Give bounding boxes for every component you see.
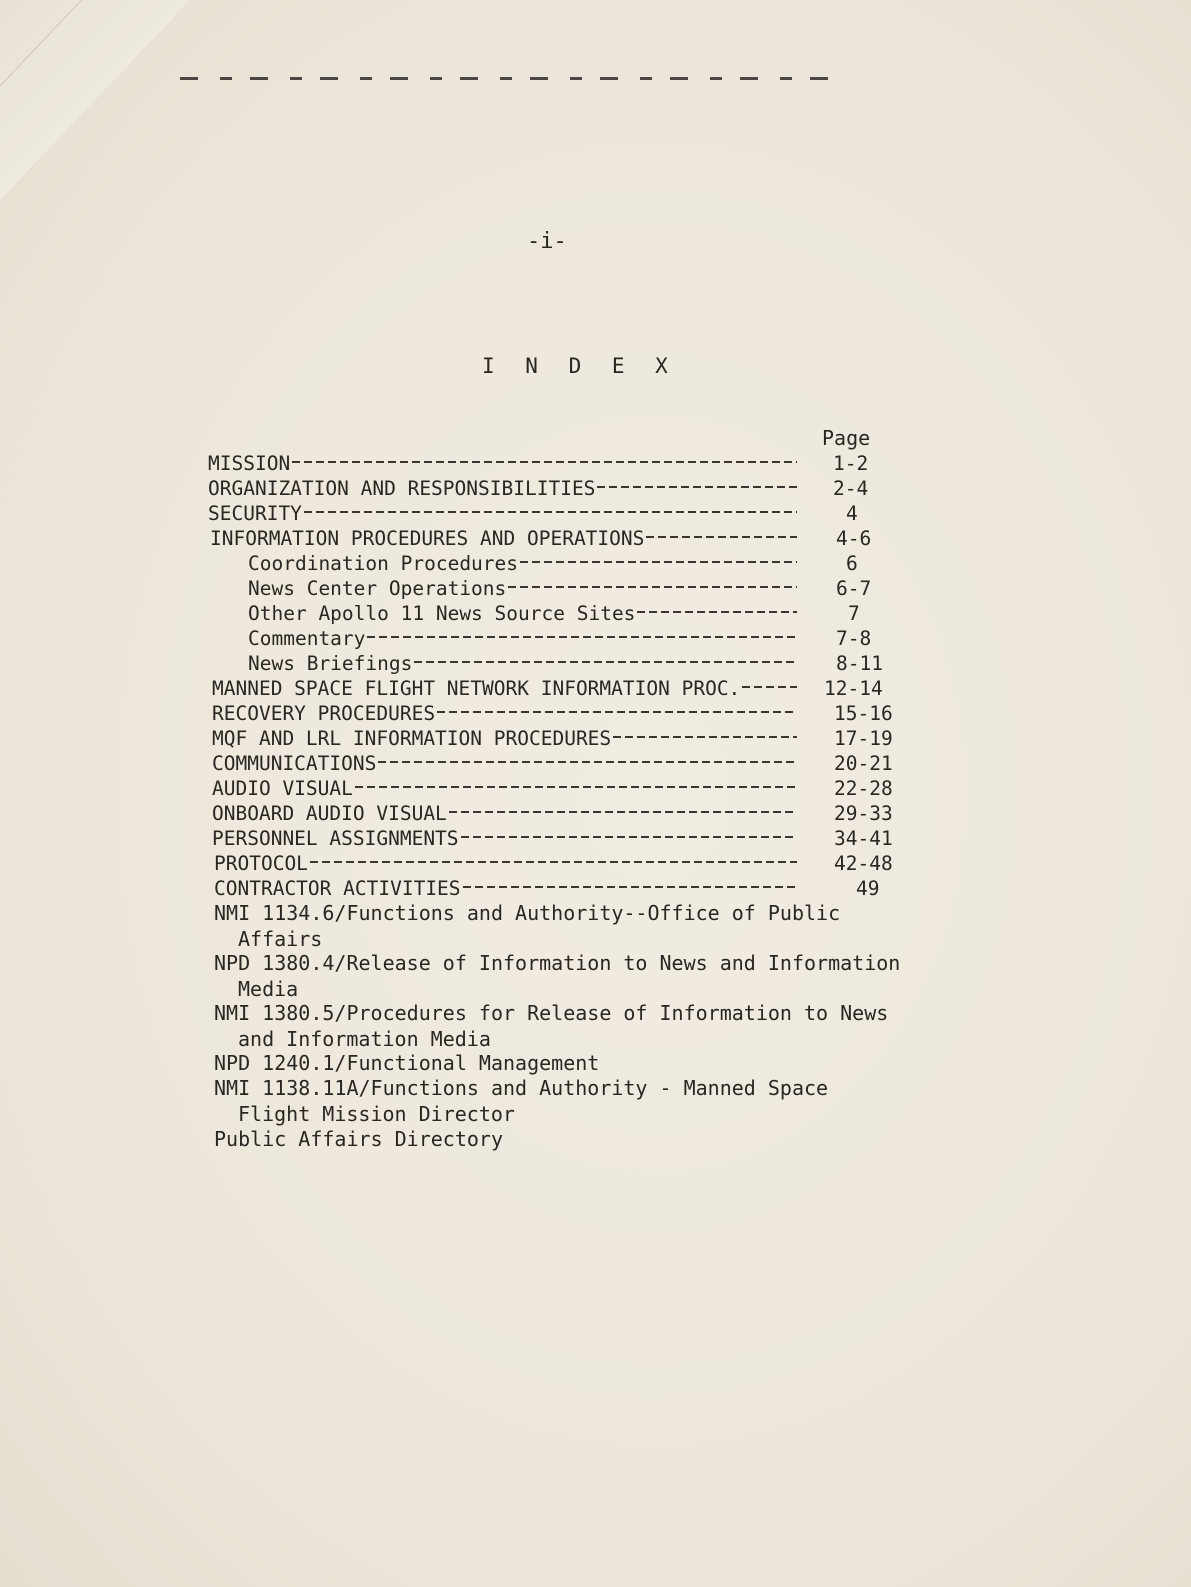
reference-continuation: Media (238, 977, 299, 1001)
dot-leader (508, 586, 797, 588)
index-entry (210, 526, 900, 551)
dot-leader (355, 786, 797, 788)
index-entry (212, 826, 900, 851)
dot-leader (304, 511, 797, 513)
index-entry-label: AUDIO VISUAL (212, 777, 353, 800)
index-entry-label: Other Apollo 11 News Source Sites (248, 602, 636, 625)
index-entry (214, 876, 900, 901)
index-entry (214, 851, 900, 876)
index-entry-label: SECURITY (208, 502, 302, 525)
reference-line: NMI 1134.6/Functions and Authority--Office of Public (214, 901, 841, 925)
dot-leader (613, 736, 797, 738)
reference-line: NMI 1138.11A/Functions and Authority - Manned Space (214, 1076, 829, 1100)
index-entry (248, 601, 900, 626)
index-entry-label: ORGANIZATION AND RESPONSIBILITIES (208, 477, 596, 500)
index-entry (212, 726, 900, 751)
index-entry-page: 4-6 (836, 527, 872, 550)
index-entry (208, 476, 900, 501)
top-dashed-rule (180, 77, 850, 80)
index-entry-page: 17-19 (834, 727, 893, 750)
index-entry-label: News Center Operations (248, 577, 507, 600)
index-entry-label: PROTOCOL (214, 852, 308, 875)
index-entry-label: CONTRACTOR ACTIVITIES (214, 877, 461, 900)
index-entry-page: 7 (848, 602, 860, 625)
reference-continuation: Flight Mission Director (238, 1102, 515, 1126)
index-entry-page: 8-11 (836, 652, 883, 675)
index-entry-label: MQF AND LRL INFORMATION PROCEDURES (212, 727, 612, 750)
index-entry-label: MANNED SPACE FLIGHT NETWORK INFORMATION PROC. (212, 677, 741, 700)
dot-leader (367, 636, 797, 638)
reference-continuation: Affairs (238, 927, 323, 951)
index-entry (248, 551, 900, 576)
dot-leader (437, 711, 797, 713)
index-entry (248, 576, 900, 601)
dot-leader (378, 761, 797, 763)
index-entry-page: 15-16 (834, 702, 893, 725)
index-entry-page: 29-33 (834, 802, 893, 825)
index-entry-page: 7-8 (836, 627, 872, 650)
index-entry-page: 22-28 (834, 777, 893, 800)
index-entry-label: MISSION (208, 452, 291, 475)
index-entry-label: COMMUNICATIONS (212, 752, 377, 775)
dot-leader (310, 861, 797, 863)
index-entry (208, 451, 900, 476)
reference-line: NPD 1380.4/Release of Information to News and Information (214, 951, 901, 975)
index-entry-page: 1-2 (833, 452, 869, 475)
index-entry-page: 49 (856, 877, 880, 900)
index-entry-label: Coordination Procedures (248, 552, 519, 575)
index-entry (248, 626, 900, 651)
index-entry-label: RECOVERY PROCEDURES (212, 702, 436, 725)
index-entry-label: Commentary (248, 627, 366, 650)
reference-continuation: and Information Media (238, 1027, 491, 1051)
dot-leader (597, 486, 797, 488)
index-entry (248, 651, 900, 676)
dot-leader (637, 611, 797, 613)
page-number: -i- (527, 229, 567, 254)
index-entry (208, 501, 900, 526)
index-entry-page: 2-4 (833, 477, 869, 500)
dot-leader (463, 886, 797, 888)
page-column-header: Page (822, 426, 871, 450)
index-entry (212, 801, 900, 826)
index-entry (212, 676, 900, 701)
index-entry (212, 751, 900, 776)
dot-leader (742, 686, 797, 688)
index-entry-page: 6-7 (836, 577, 872, 600)
index-entry-page: 6 (846, 552, 858, 575)
dot-leader (292, 461, 797, 463)
index-entry-page: 4 (846, 502, 858, 525)
dot-leader (520, 561, 797, 563)
index-entry-page: 42-48 (834, 852, 893, 875)
index-entry-label: INFORMATION PROCEDURES AND OPERATIONS (210, 527, 645, 550)
reference-line: NMI 1380.5/Procedures for Release of Information to News (214, 1001, 889, 1025)
dot-leader (449, 811, 797, 813)
dot-leader (646, 536, 797, 538)
index-entry-label: PERSONNEL ASSIGNMENTS (212, 827, 459, 850)
index-entry-label: News Briefings (248, 652, 413, 675)
index-entry (212, 776, 900, 801)
index-entry (212, 701, 900, 726)
reference-line: Public Affairs Directory (214, 1127, 503, 1151)
folded-corner (0, 0, 190, 200)
index-entry-label: ONBOARD AUDIO VISUAL (212, 802, 447, 825)
index-entry-page: 12-14 (824, 677, 883, 700)
dot-leader (461, 836, 797, 838)
page-title: I N D E X (482, 354, 677, 378)
reference-line: NPD 1240.1/Functional Management (214, 1051, 600, 1075)
dot-leader (414, 661, 797, 663)
index-entry-page: 34-41 (834, 827, 893, 850)
index-entry-page: 20-21 (834, 752, 893, 775)
